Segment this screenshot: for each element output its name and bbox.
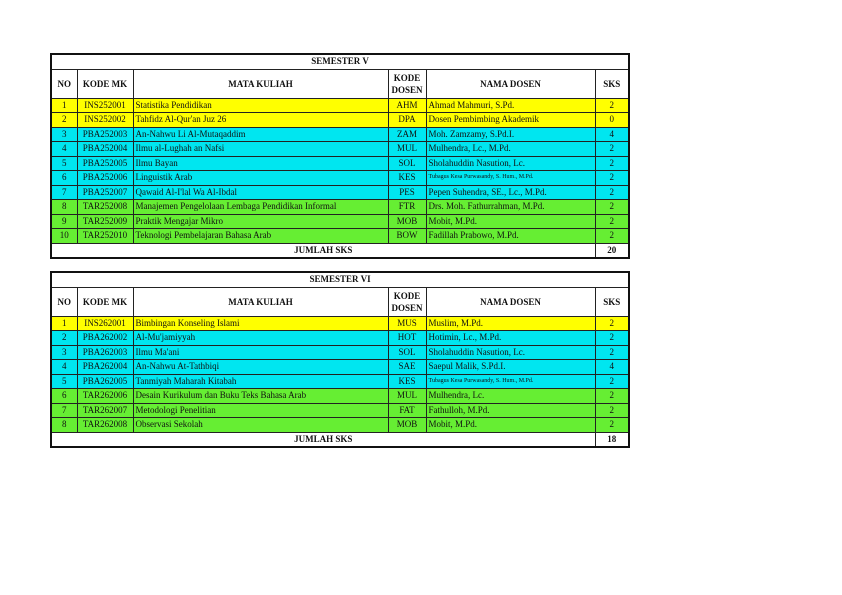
row-no: 5 [51,156,77,171]
row-mata-kuliah: Teknologi Pembelajaran Bahasa Arab [133,229,388,244]
semester-5-footer [51,243,629,258]
row-nama-dosen: Mobit, M.Pd. [426,418,595,433]
semester-title-row [51,54,629,69]
row-kode-mk: TAR262007 [77,403,133,418]
table-row [51,171,629,186]
row-sks: 2 [595,185,629,200]
row-kode-dosen: KES [388,374,426,389]
row-mata-kuliah: Metodologi Penelitian [133,403,388,418]
row-kode-dosen: MUL [388,389,426,404]
header-sks: SKS [595,287,629,316]
row-kode-dosen: SOL [388,345,426,360]
row-nama-dosen: Hotimin, Lc., M.Pd. [426,331,595,346]
header-kode-dosen: KODE DOSEN [388,69,426,98]
row-no: 2 [51,331,77,346]
row-kode-mk: PBA252003 [77,127,133,142]
header-mata-kuliah: MATA KULIAH [133,69,388,98]
row-sks: 2 [595,98,629,113]
row-no: 3 [51,127,77,142]
row-mata-kuliah: Ilmu Ma'ani [133,345,388,360]
row-mata-kuliah: Al-Mu'jamiyyah [133,331,388,346]
row-sks: 2 [595,156,629,171]
table-row [51,214,629,229]
table-row [51,389,629,404]
row-kode-mk: PBA252006 [77,171,133,186]
table-row [51,142,629,157]
semester-title: SEMESTER VI [51,272,629,287]
row-mata-kuliah: Observasi Sekolah [133,418,388,433]
row-kode-mk: PBA262002 [77,331,133,346]
table-row [51,331,629,346]
row-kode-dosen: MOB [388,214,426,229]
total-sks: 20 [595,243,629,258]
row-kode-dosen: ZAM [388,127,426,142]
row-sks: 2 [595,389,629,404]
row-kode-mk: PBA252007 [77,185,133,200]
row-kode-dosen: DPA [388,113,426,128]
row-no: 7 [51,185,77,200]
row-nama-dosen: Sholahuddin Nasution, Lc. [426,156,595,171]
header-nama-dosen: NAMA DOSEN [426,287,595,316]
row-nama-dosen: Mulhendra, Lc., M.Pd. [426,142,595,157]
row-kode-mk: TAR252009 [77,214,133,229]
row-kode-dosen: SOL [388,156,426,171]
table-row [51,185,629,200]
row-nama-dosen: Sholahuddin Nasution, Lc. [426,345,595,360]
table-row [51,229,629,244]
row-kode-dosen: AHM [388,98,426,113]
row-mata-kuliah: Qawaid Al-I'lal Wa Al-Ibdal [133,185,388,200]
total-label: JUMLAH SKS [51,243,595,258]
row-nama-dosen: Moh. Zamzamy, S.Pd.I. [426,127,595,142]
row-no: 6 [51,389,77,404]
row-nama-dosen: Muslim, M.Pd. [426,316,595,331]
row-kode-dosen: SAE [388,360,426,375]
row-sks: 2 [595,374,629,389]
row-no: 1 [51,316,77,331]
semester-5-table [50,53,630,259]
row-sks: 2 [595,331,629,346]
row-no: 7 [51,403,77,418]
row-sks: 0 [595,113,629,128]
header-nama-dosen: NAMA DOSEN [426,69,595,98]
row-kode-dosen: PES [388,185,426,200]
row-no: 1 [51,98,77,113]
row-no: 5 [51,374,77,389]
header-no: NO [51,69,77,98]
row-kode-dosen: FTR [388,200,426,215]
row-nama-dosen: Mobit, M.Pd. [426,214,595,229]
row-kode-mk: INS262001 [77,316,133,331]
table-row [51,403,629,418]
row-nama-dosen: Dosen Pembimbing Akademik [426,113,595,128]
semester-6-rows [51,316,629,432]
row-sks: 2 [595,316,629,331]
table-row [51,156,629,171]
row-nama-dosen: Drs. Moh. Fathurrahman, M.Pd. [426,200,595,215]
row-kode-mk: TAR252010 [77,229,133,244]
row-no: 8 [51,418,77,433]
row-no: 10 [51,229,77,244]
row-kode-mk: PBA262003 [77,345,133,360]
row-kode-mk: PBA262004 [77,360,133,375]
row-mata-kuliah: Ilmu Bayan [133,156,388,171]
row-nama-dosen: Tubagus Kesa Purwasandy, S. Hum., M.Pd. [426,171,595,186]
row-mata-kuliah: An-Nahwu Li Al-Mutaqaddim [133,127,388,142]
row-sks: 2 [595,403,629,418]
row-mata-kuliah: Desain Kurikulum dan Buku Teks Bahasa Arab [133,389,388,404]
row-no: 8 [51,200,77,215]
row-sks: 2 [595,345,629,360]
row-nama-dosen: Pepen Suhendra, SE., Lc., M.Pd. [426,185,595,200]
row-kode-dosen: HOT [388,331,426,346]
row-sks: 2 [595,200,629,215]
row-kode-mk: PBA252005 [77,156,133,171]
row-mata-kuliah: Tanmiyah Maharah Kitabah [133,374,388,389]
table-row [51,98,629,113]
row-sks: 2 [595,142,629,157]
row-nama-dosen: Tubagus Kesa Purwasandy, S. Hum., M.Pd. [426,374,595,389]
header-row [51,287,629,316]
row-mata-kuliah: Bimbingan Konseling Islami [133,316,388,331]
total-row [51,243,629,258]
table-row [51,200,629,215]
table-row [51,374,629,389]
total-sks: 18 [595,432,629,447]
table-row [51,113,629,128]
table-row [51,316,629,331]
row-mata-kuliah: Linguistik Arab [133,171,388,186]
row-mata-kuliah: Manajemen Pengelolaan Lembaga Pendidikan Informal [133,200,388,215]
row-no: 6 [51,171,77,186]
row-no: 9 [51,214,77,229]
row-sks: 2 [595,229,629,244]
semester-6-footer [51,432,629,447]
header-kode-mk: KODE MK [77,69,133,98]
header-kode-dosen: KODE DOSEN [388,287,426,316]
semester-6-body [51,272,629,316]
row-nama-dosen: Ahmad Mahmuri, S.Pd. [426,98,595,113]
row-no: 2 [51,113,77,128]
semester-6-table [50,271,630,448]
row-kode-dosen: MUS [388,316,426,331]
row-kode-mk: PBA252004 [77,142,133,157]
table-row [51,360,629,375]
row-mata-kuliah: An-Nahwu At-Tathbiqi [133,360,388,375]
header-sks: SKS [595,69,629,98]
row-sks: 4 [595,127,629,142]
row-sks: 2 [595,171,629,186]
row-sks: 4 [595,360,629,375]
row-no: 4 [51,142,77,157]
row-kode-dosen: FAT [388,403,426,418]
row-mata-kuliah: Tahfidz Al-Qur'an Juz 26 [133,113,388,128]
semester-5-rows [51,98,629,243]
header-no: NO [51,287,77,316]
row-nama-dosen: Fadillah Prabowo, M.Pd. [426,229,595,244]
row-sks: 2 [595,214,629,229]
row-nama-dosen: Mulhendra, Lc. [426,389,595,404]
table-row [51,418,629,433]
row-kode-dosen: BOW [388,229,426,244]
header-mata-kuliah: MATA KULIAH [133,287,388,316]
row-no: 3 [51,345,77,360]
row-nama-dosen: Fathulloh, M.Pd. [426,403,595,418]
row-no: 4 [51,360,77,375]
row-kode-dosen: MOB [388,418,426,433]
row-kode-dosen: MUL [388,142,426,157]
row-kode-mk: INS252001 [77,98,133,113]
semester-title: SEMESTER V [51,54,629,69]
header-kode-mk: KODE MK [77,287,133,316]
row-mata-kuliah: Ilmu al-Lughah an Nafsi [133,142,388,157]
semester-5-body [51,54,629,98]
row-kode-mk: TAR252008 [77,200,133,215]
row-nama-dosen: Saepul Malik, S.Pd.I. [426,360,595,375]
semester-title-row [51,272,629,287]
total-label: JUMLAH SKS [51,432,595,447]
row-mata-kuliah: Praktik Mengajar Mikro [133,214,388,229]
row-kode-mk: PBA262005 [77,374,133,389]
row-mata-kuliah: Statistika Pendidikan [133,98,388,113]
table-row [51,127,629,142]
header-row [51,69,629,98]
row-kode-mk: INS252002 [77,113,133,128]
row-kode-dosen: KES [388,171,426,186]
row-kode-mk: TAR262006 [77,389,133,404]
total-row [51,432,629,447]
table-row [51,345,629,360]
row-sks: 2 [595,418,629,433]
row-kode-mk: TAR262008 [77,418,133,433]
